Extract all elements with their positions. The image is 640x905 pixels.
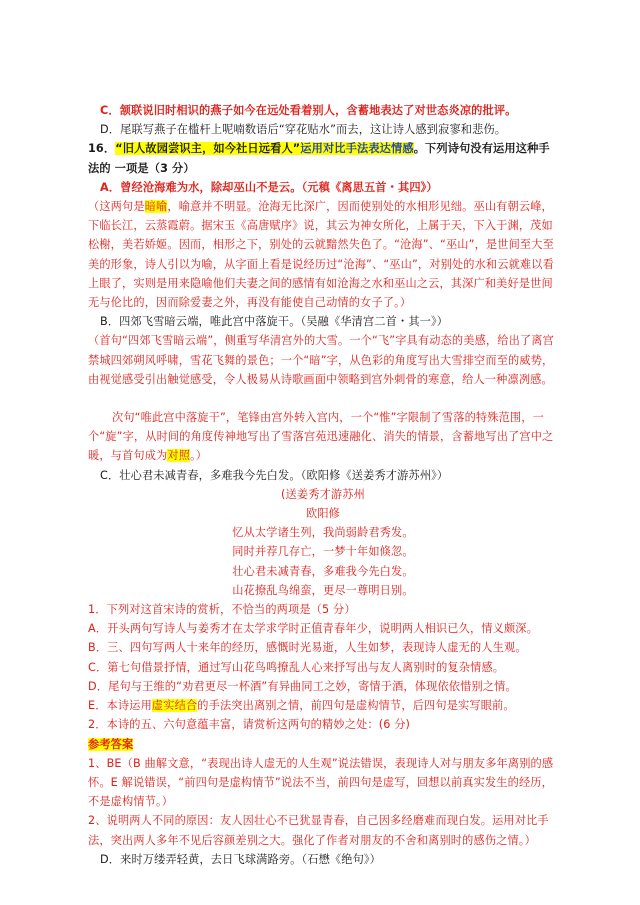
subquestion-1-option: D．尾句与王维的“劝君更尽一杯酒”有异曲同工之妙，寄情于酒，体现依依惜别之情。	[88, 679, 517, 693]
subquestion-1-option: B．三、四句写两人十来年的经历，感慨时光易逝，人生如梦，表现诗人虚无的人生观。	[88, 641, 527, 655]
poem-author: 欧阳修	[305, 507, 340, 521]
spacer	[88, 389, 558, 408]
question-16	[88, 139, 558, 177]
explanation-b2-post: 。）	[190, 449, 208, 463]
poem-line: 壮心君未减青春，多难我今先白发。	[232, 564, 414, 578]
option-e-post: 的手法突出离别之情，前四句是虚构情节，后四句是实写眼前。	[197, 699, 515, 713]
subquestion-1-option-e	[88, 696, 558, 715]
option-e-pre: E．本诗运用	[88, 699, 152, 713]
poem-line: 忆从太学诸生列，我尚弱龄君秀发。	[232, 526, 414, 540]
option-b: B．四郊飞雪暗云端，唯此宫中落旋干。（吴融《华清宫二首・其一》）	[100, 315, 449, 329]
option-c-top: C．颔联说旧时相识的燕子如今在远处看着别人，含蓄地表达了对世态炎凉的批评。	[100, 104, 517, 117]
explanation-b2	[88, 408, 558, 466]
highlight-duizhao: 对照	[167, 449, 191, 463]
explanation-a-rest: ，喻意并不明显。沧海无比深广，因而使别处的水相形见绌。巫山有朝云峰，下临长江，云蒸霞蔚。据宋玉《高唐赋序》说，其云为神女所化，上属于天，下入于渊，茂如松榭，美若娇姬。因而，相形之下，别处的云就黯然失色了。“沧海”、“巫山”，是世间至大至美的形象，诗人引以为喻，从字面上看是说经历过“沧海”、“巫山”，对别处的水和云就难以看上眼了，实则是用来隐喻他们夫妻之间的感情有如沧海之水和巫山之云，其深广和美好是世间无与伦比的，因而除爱妻之外，再没有能使自己动情的女子了。）	[88, 200, 554, 310]
highlight-xushi: 虚实结合	[151, 699, 198, 713]
explanation-b2-pre: 次句“唯此宫中落旋干”，笔锋由宫外转入宫内，一个“惟”字限制了雪落的特殊范围，一个“旋”字，从时间的角度传神地写出了雪落宫苑迅速融化、消失的情景，含蓄地写出了宫中之暖，与首句成为	[88, 411, 554, 463]
highlight-anyu: 暗喻	[144, 200, 168, 214]
question-quote: “旧人故园尝识主，如今社日远看人”	[115, 142, 301, 156]
subquestion-1: 1．下列对这首宋诗的赏析，不恰当的两项是（5 分）	[88, 603, 356, 617]
poem-title: (送姜秀才游苏州	[281, 487, 365, 501]
answer-1: 1、BE（B 曲解文意，“表现出诗人虚无的人生观”说法错误，表现诗人对与朋友多年离别的感怀。E 解说错误，“前四句是虚构情节”说法不当，前四句是虚写，回想以前真实发生的经历，不是虚构情节。）	[88, 756, 554, 809]
option-d-top: D．尾联写燕子在槛杆上呢喃数语后“穿花贴水”而去，这让诗人感到寂寥和悲伤。	[100, 123, 507, 137]
subquestion-1-option: C．第七句借景抒情，通过写山花鸟鸣撩乱人心来抒写出与友人离别时的复杂情感。	[88, 660, 505, 674]
explanation-b1: （首句“四郊飞雪暗云端”，侧重写华清宫外的大雪。一个“飞”字具有动态的美感，给出了离宫禁城四郊朔风呼啸，雪花飞舞的景色；一个“暗”字，从色彩的角度写出大雪排空而至的威势，由视觉感受引出触觉感受，令人极易从诗歌画面中领略到宫外刺骨的寒意，给人一种凛冽感。	[88, 334, 554, 386]
explanation-a	[88, 197, 558, 312]
answer-heading: 参考答案	[88, 737, 134, 751]
document-page	[88, 101, 558, 869]
answer-2: 2、说明两人不同的原因：友人因壮心不已犹显青春，自己因多经磨难而现白发。运用对比手法，突出两人多年不见后容颜差别之大。强化了作者对朋友的不舍和离别时的感伤之情。）	[88, 814, 549, 847]
subquestion-2: 2．本诗的五、六句意蕴丰富，请赏析这两句的精妙之处：(6 分)	[88, 718, 411, 732]
question-focus: 运用对比手法表达情感	[300, 142, 414, 156]
option-a: A．曾经沧海难为水，除却巫山不是云。（元稹《离思五首・其四》）	[100, 180, 438, 194]
question-tail: 。下列诗句没有运用这种手法的 一项是（3 分）	[88, 142, 550, 175]
option-c: C．壮心君未减青春，多难我今先白发。（欧阳修《送姜秀才游苏州》）	[100, 468, 449, 482]
option-d: D．来时万缕弄轻黄，去日飞球满路旁。（石懋《绝句》）	[100, 852, 382, 866]
subquestion-1-option: A．开头两句写诗人与姜秀才在太学求学时正值青春年少，说明两人相识已久，情义颇深。	[88, 622, 538, 636]
poem-line: 山花撩乱鸟绵蛮，更尽一尊明日别。	[232, 583, 414, 597]
poem-line: 同时并荐几存亡，一梦十年如倏忽。	[232, 545, 414, 559]
question-number: 16．	[88, 142, 116, 156]
explanation-a-pre: （这两句是	[88, 200, 145, 214]
